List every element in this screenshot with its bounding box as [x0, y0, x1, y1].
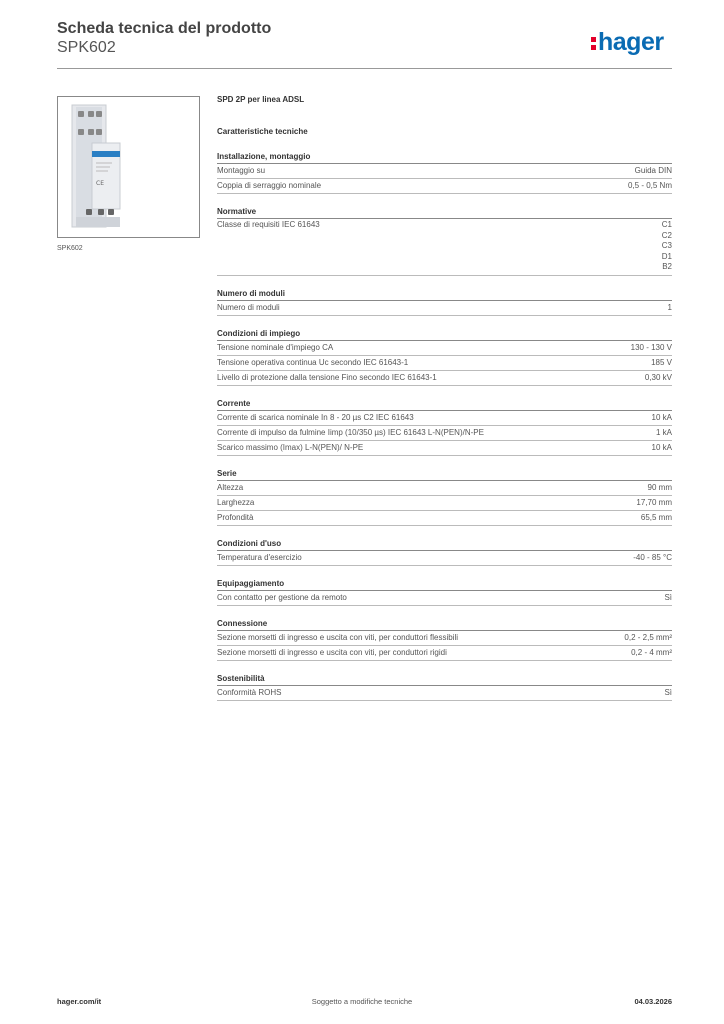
spec-value: 90 mm [647, 482, 672, 492]
spec-row [217, 441, 672, 456]
spec-value: Sì [664, 592, 672, 602]
product-code: SPK602 [57, 39, 116, 56]
spec-row [217, 551, 672, 566]
spec-label: Altezza [217, 482, 244, 492]
characteristics-heading: Caratteristiche tecniche [217, 127, 308, 136]
spec-label: Tensione operativa continua Uc secondo IEC 61643-1 [217, 357, 409, 367]
spec-value: 1 [667, 302, 672, 312]
spec-label: Temperatura d'esercizio [217, 552, 302, 562]
spec-label: Montaggio su [217, 166, 266, 175]
spec-row [217, 511, 672, 526]
spec-label: Scarico massimo (Imax) L-N(PEN)/ N-PE [217, 442, 364, 452]
spec-label: Con contatto per gestione da remoto [217, 592, 347, 602]
spec-row [217, 646, 672, 661]
spec-row [217, 164, 672, 179]
footer-website-link[interactable]: hager.com/it [57, 997, 102, 1006]
spec-label: Corrente di impulso da fulmine Iimp (10/350 µs) IEC 61643 L-N(PEN)/N-PE [217, 427, 484, 437]
section-title: Corrente [217, 394, 672, 411]
spec-label: Coppia di serraggio nominale [217, 181, 322, 190]
product-image [57, 96, 200, 238]
section-title: Numero di moduli [217, 284, 672, 301]
section-title: Serie [217, 464, 672, 481]
spec-value: 185 V [651, 357, 672, 367]
spec-row [217, 631, 672, 646]
document-title: Scheda tecnica del prodotto [57, 20, 272, 37]
logo-text: hager [598, 28, 664, 56]
footer-date: 04.03.2026 [634, 997, 672, 1006]
spec-label: Tensione nominale d'impiego CA [217, 342, 334, 352]
spec-value: Sì [664, 687, 672, 697]
spec-row [217, 301, 672, 316]
spec-row [217, 219, 672, 276]
spec-row [217, 371, 672, 386]
spec-value: 0,5 - 0,5 Nm [627, 181, 672, 190]
section-title: Equipaggiamento [217, 574, 672, 591]
spec-row [217, 341, 672, 356]
spec-value: 65,5 mm [640, 512, 672, 522]
product-description: SPD 2P per linea ADSL [217, 95, 305, 104]
spec-sections [217, 147, 672, 701]
spec-label: Corrente di scarica nominale In 8 - 20 µs C2 IEC 61643 [217, 412, 414, 422]
spec-value: 0,2 - 2,5 mm² [624, 632, 672, 642]
spec-value: 10 kA [651, 442, 672, 452]
spec-value: 130 - 130 V [630, 342, 672, 352]
spec-row [217, 591, 672, 606]
spec-value: 10 kA [651, 412, 672, 422]
spec-row [217, 356, 672, 371]
section-title: Condizioni di impiego [217, 324, 672, 341]
spec-row [217, 179, 672, 194]
spec-row [217, 496, 672, 511]
spec-row [217, 411, 672, 426]
spec-label: Classe di requisiti IEC 61643 [217, 220, 320, 229]
section-title: Sostenibilità [217, 669, 672, 686]
section-title: Normative [217, 202, 672, 219]
spec-value: -40 - 85 °C [633, 552, 672, 562]
spec-label: Sezione morsetti di ingresso e uscita con viti, per conduttori flessibili [217, 632, 458, 642]
spec-label: Livello di protezione dalla tensione Fino secondo IEC 61643-1 [217, 372, 437, 382]
spec-row [217, 686, 672, 701]
spec-value: 1 kA [655, 427, 672, 437]
spec-value: 0,30 kV [644, 372, 672, 382]
spd-module-icon [58, 97, 199, 237]
image-caption: SPK602 [57, 245, 83, 252]
spec-label: Numero di moduli [217, 302, 280, 312]
spec-label: Larghezza [217, 497, 255, 507]
spec-content [217, 93, 672, 701]
spec-row [217, 481, 672, 496]
spec-value: Guida DIN [634, 166, 672, 175]
footer-note: Soggetto a modifiche tecniche [311, 997, 413, 1006]
section-title: Connessione [217, 614, 672, 631]
spec-label: Sezione morsetti di ingresso e uscita con viti, per conduttori rigidi [217, 647, 447, 657]
hager-logo[interactable] [591, 28, 664, 57]
spec-label: Profondità [217, 512, 254, 522]
section-title: Installazione, montaggio [217, 147, 672, 164]
spec-value: C1 C2 C3 D1 B2 [661, 220, 672, 272]
spec-label: Conformità ROHS [217, 687, 282, 697]
spec-row [217, 426, 672, 441]
spec-value: 0,2 - 4 mm² [631, 647, 672, 657]
section-title: Condizioni d'uso [217, 534, 672, 551]
svg-text:CE: CE [96, 180, 104, 187]
spec-value: 17,70 mm [636, 497, 672, 507]
logo-mark-icon [591, 34, 597, 50]
header-divider [57, 68, 672, 69]
